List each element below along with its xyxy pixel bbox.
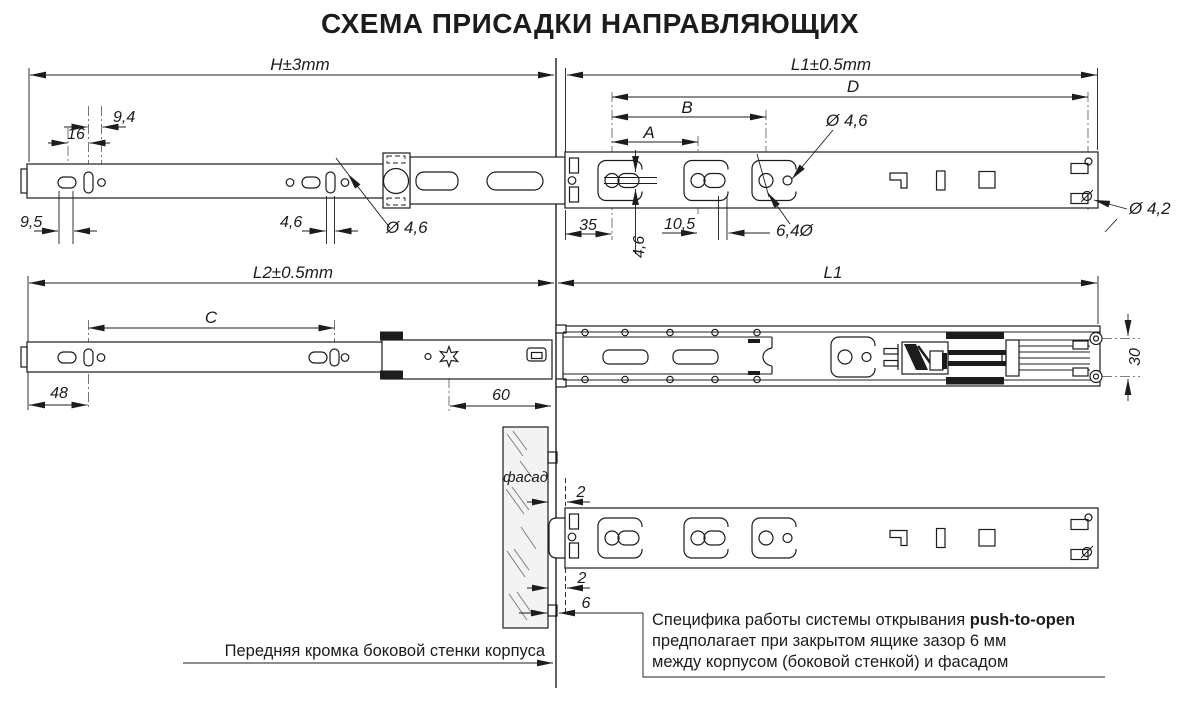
svg-text:L1: L1 — [823, 263, 843, 282]
svg-text:16: 16 — [67, 126, 85, 143]
dim-16 — [48, 126, 110, 143]
svg-text:30: 30 — [1127, 348, 1144, 366]
cabinet-rail-body — [565, 152, 1098, 208]
dim-48 — [29, 385, 88, 405]
svg-text:4,6: 4,6 — [631, 235, 648, 258]
svg-text:D: D — [846, 77, 860, 96]
dim-d — [612, 77, 1088, 97]
slide-rail-body — [21, 164, 385, 198]
dim-9-4 — [64, 109, 135, 127]
svg-text:2: 2 — [577, 570, 587, 587]
svg-text:60: 60 — [492, 387, 510, 404]
dim-l1 — [558, 263, 1098, 324]
svg-text:Ø 4,6: Ø 4,6 — [826, 111, 868, 130]
svg-text:10,5: 10,5 — [664, 216, 696, 233]
svg-text:L2±0.5mm: L2±0.5mm — [252, 263, 334, 282]
drawer-member — [383, 153, 565, 208]
svg-text:48: 48 — [50, 385, 68, 402]
svg-text:H±3mm: H±3mm — [270, 55, 330, 74]
note-line-2: предполагает при закрытом ящике зазор 6 мм — [652, 632, 1007, 650]
svg-text:6: 6 — [581, 595, 591, 612]
svg-text:A: A — [643, 123, 655, 142]
slide-rail-body — [21, 342, 384, 372]
svg-text:6,4Ø: 6,4Ø — [776, 221, 813, 240]
outer-rail — [380, 332, 552, 380]
dim-b — [612, 98, 766, 117]
svg-text:C: C — [204, 308, 218, 327]
view-top-right — [565, 55, 1171, 258]
svg-text:2: 2 — [576, 484, 586, 501]
front-edge-note — [183, 642, 553, 663]
svg-text:Ø 4,6: Ø 4,6 — [386, 218, 428, 237]
note-line-3: между корпусом (боковой стенкой) и фасадом — [652, 653, 1009, 671]
page-title: СХЕМА ПРИСАДКИ НАПРАВЛЯЮЩИХ — [320, 8, 860, 39]
view-middle-right — [556, 263, 1144, 401]
dim-4-6-left — [280, 196, 358, 244]
dim-35 — [566, 210, 612, 240]
dim-9-5 — [20, 191, 97, 244]
svg-text:9,5: 9,5 — [20, 214, 43, 231]
facade-detail — [503, 427, 1098, 628]
dim-60 — [450, 387, 551, 406]
view-top-left — [20, 55, 565, 244]
push-to-open-note — [643, 611, 1105, 677]
dim-h-overall — [29, 55, 554, 162]
front-edge-label: Передняя кромка боковой стенки корпуса — [224, 642, 545, 660]
dim-l2-overall — [28, 263, 554, 410]
dim-c — [89, 308, 335, 328]
note-line-1: Специфика работы системы открывания push-to-open — [652, 611, 1076, 629]
svg-text:4,6: 4,6 — [280, 214, 303, 231]
bottom-slide — [549, 508, 1098, 568]
callout-dia-4-2 — [1094, 199, 1171, 232]
dim-a — [612, 123, 698, 142]
svg-text:9,4: 9,4 — [113, 109, 136, 126]
view-middle-left — [21, 263, 554, 412]
svg-text:35: 35 — [579, 217, 597, 234]
dim-30 — [1102, 314, 1144, 401]
facade-label: фасад — [502, 469, 549, 486]
svg-text:B: B — [681, 98, 693, 117]
svg-text:Ø 4,2: Ø 4,2 — [1129, 199, 1171, 218]
svg-text:L1±0.5mm: L1±0.5mm — [790, 55, 872, 74]
